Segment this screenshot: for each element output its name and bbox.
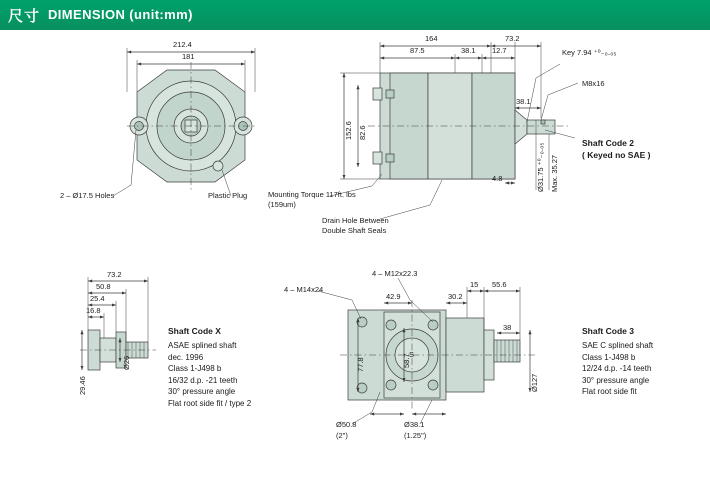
shaft-x-spec-5: 30° pressure angle [168,387,236,397]
dim-3-dia38-1: Ø38.1 [404,420,425,429]
dim-x-29-46: 29.46 [78,376,87,395]
dim-x-73-2: 73.2 [107,270,122,279]
dim-3-55-6: 55.6 [492,280,507,289]
dim-x-dia26: Ø26 [122,355,131,370]
shaft-x-geometry [80,330,156,370]
note-drain-hole-1: Drain Hole Between [322,216,389,225]
dim-3-dia50-8-in: (2") [336,431,348,440]
dim-side-152-6: 152.6 [344,121,353,140]
dim-front-181: 181 [182,52,195,61]
dim-x-50-8: 50.8 [96,282,111,291]
shaft-code-2-title: Shaft Code 2 [582,138,634,148]
front-flange-geometry [127,62,255,190]
port-letter-s: S [409,350,415,359]
dim-side-73-2: 73.2 [505,34,520,43]
shaft-code-x-title: Shaft Code X [168,326,221,336]
shaft-x-spec-2: dec. 1996 [168,352,204,362]
shaft-3-spec-5: Flat root side fit [582,387,637,397]
note-drain-hole-2: Double Shaft Seals [322,226,387,235]
dim-3-42-9: 42.9 [386,292,401,301]
shaft-x-spec-6: Flat root side fit / type 2 [168,398,252,408]
header-title-cn: 尺寸 [8,8,41,25]
shaft-3-geometry [340,300,535,410]
dim-side-4-8: 4.8 [492,174,503,183]
dim-shaft-dia: Ø31.75 ⁺⁰₋₀․₀₅ [536,142,545,192]
dim-shaft-max: Max. 35.27 [550,154,559,192]
dim-side-87-5: 87.5 [410,46,425,55]
dim-x-25-4: 25.4 [90,294,105,303]
dim-3-dia50-8: Ø50.8 [336,420,357,429]
callout-holes: 2 – Ø17.5 Holes [60,191,115,200]
dim-side-12-7: 12.7 [492,46,507,55]
dim-3-m12: 4 – M12x22.3 [372,269,418,278]
shaft-code-3-title: Shaft Code 3 [582,326,634,336]
shaft-3-spec-3: 12/24 d.p. -14 teeth [582,364,652,374]
dim-x-16-8: 16.8 [86,306,101,315]
note-mounting-torque: Mounting Torque 117ft. lbs [268,190,356,199]
shaft-code-2-sub: ( Keyed no SAE ) [582,150,651,160]
shaft-3-spec-2: Class 1-J498 b [582,352,636,362]
shaft-3-spec-1: SAE C splined shaft [582,341,654,350]
shaft-3-spec-4: 30° pressure angle [582,375,650,385]
dim-3-15: 15 [470,280,479,289]
shaft-x-spec-4: 16/32 d.p. -21 teeth [168,375,238,385]
dim-side-38-1b: 38.1 [516,97,531,106]
dim-3-58-7: 58.7 [402,353,411,368]
shaft-x-spec-3: Class 1-J498 b [168,364,222,374]
note-key: Key 7.94 ⁺⁰₋₀․₀₅ [562,48,617,57]
dim-3-m14: 4 – M14x24 [284,285,324,294]
shaft-x-spec-1: ASAE splined shaft [168,341,237,350]
dim-3-dia127: Ø127 [530,373,539,392]
dim-3-38: 38 [503,323,512,332]
note-mounting-torque-um: (159um) [268,200,296,209]
callout-plastic-plug: Plastic Plug [208,191,248,200]
note-m8x16: M8x16 [582,79,605,88]
header-title-en: DIMENSION (unit:mm) [48,7,193,22]
dim-3-30-2: 30.2 [448,292,463,301]
dim-3-dia38-1-in: (1.25") [404,431,427,440]
dim-3-77-8: 77.8 [356,357,365,372]
dim-front-212: 212.4 [173,40,192,49]
dim-side-38-1: 38.1 [461,46,476,55]
dim-side-164: 164 [425,34,438,43]
dim-side-82-6: 82.6 [358,125,367,140]
